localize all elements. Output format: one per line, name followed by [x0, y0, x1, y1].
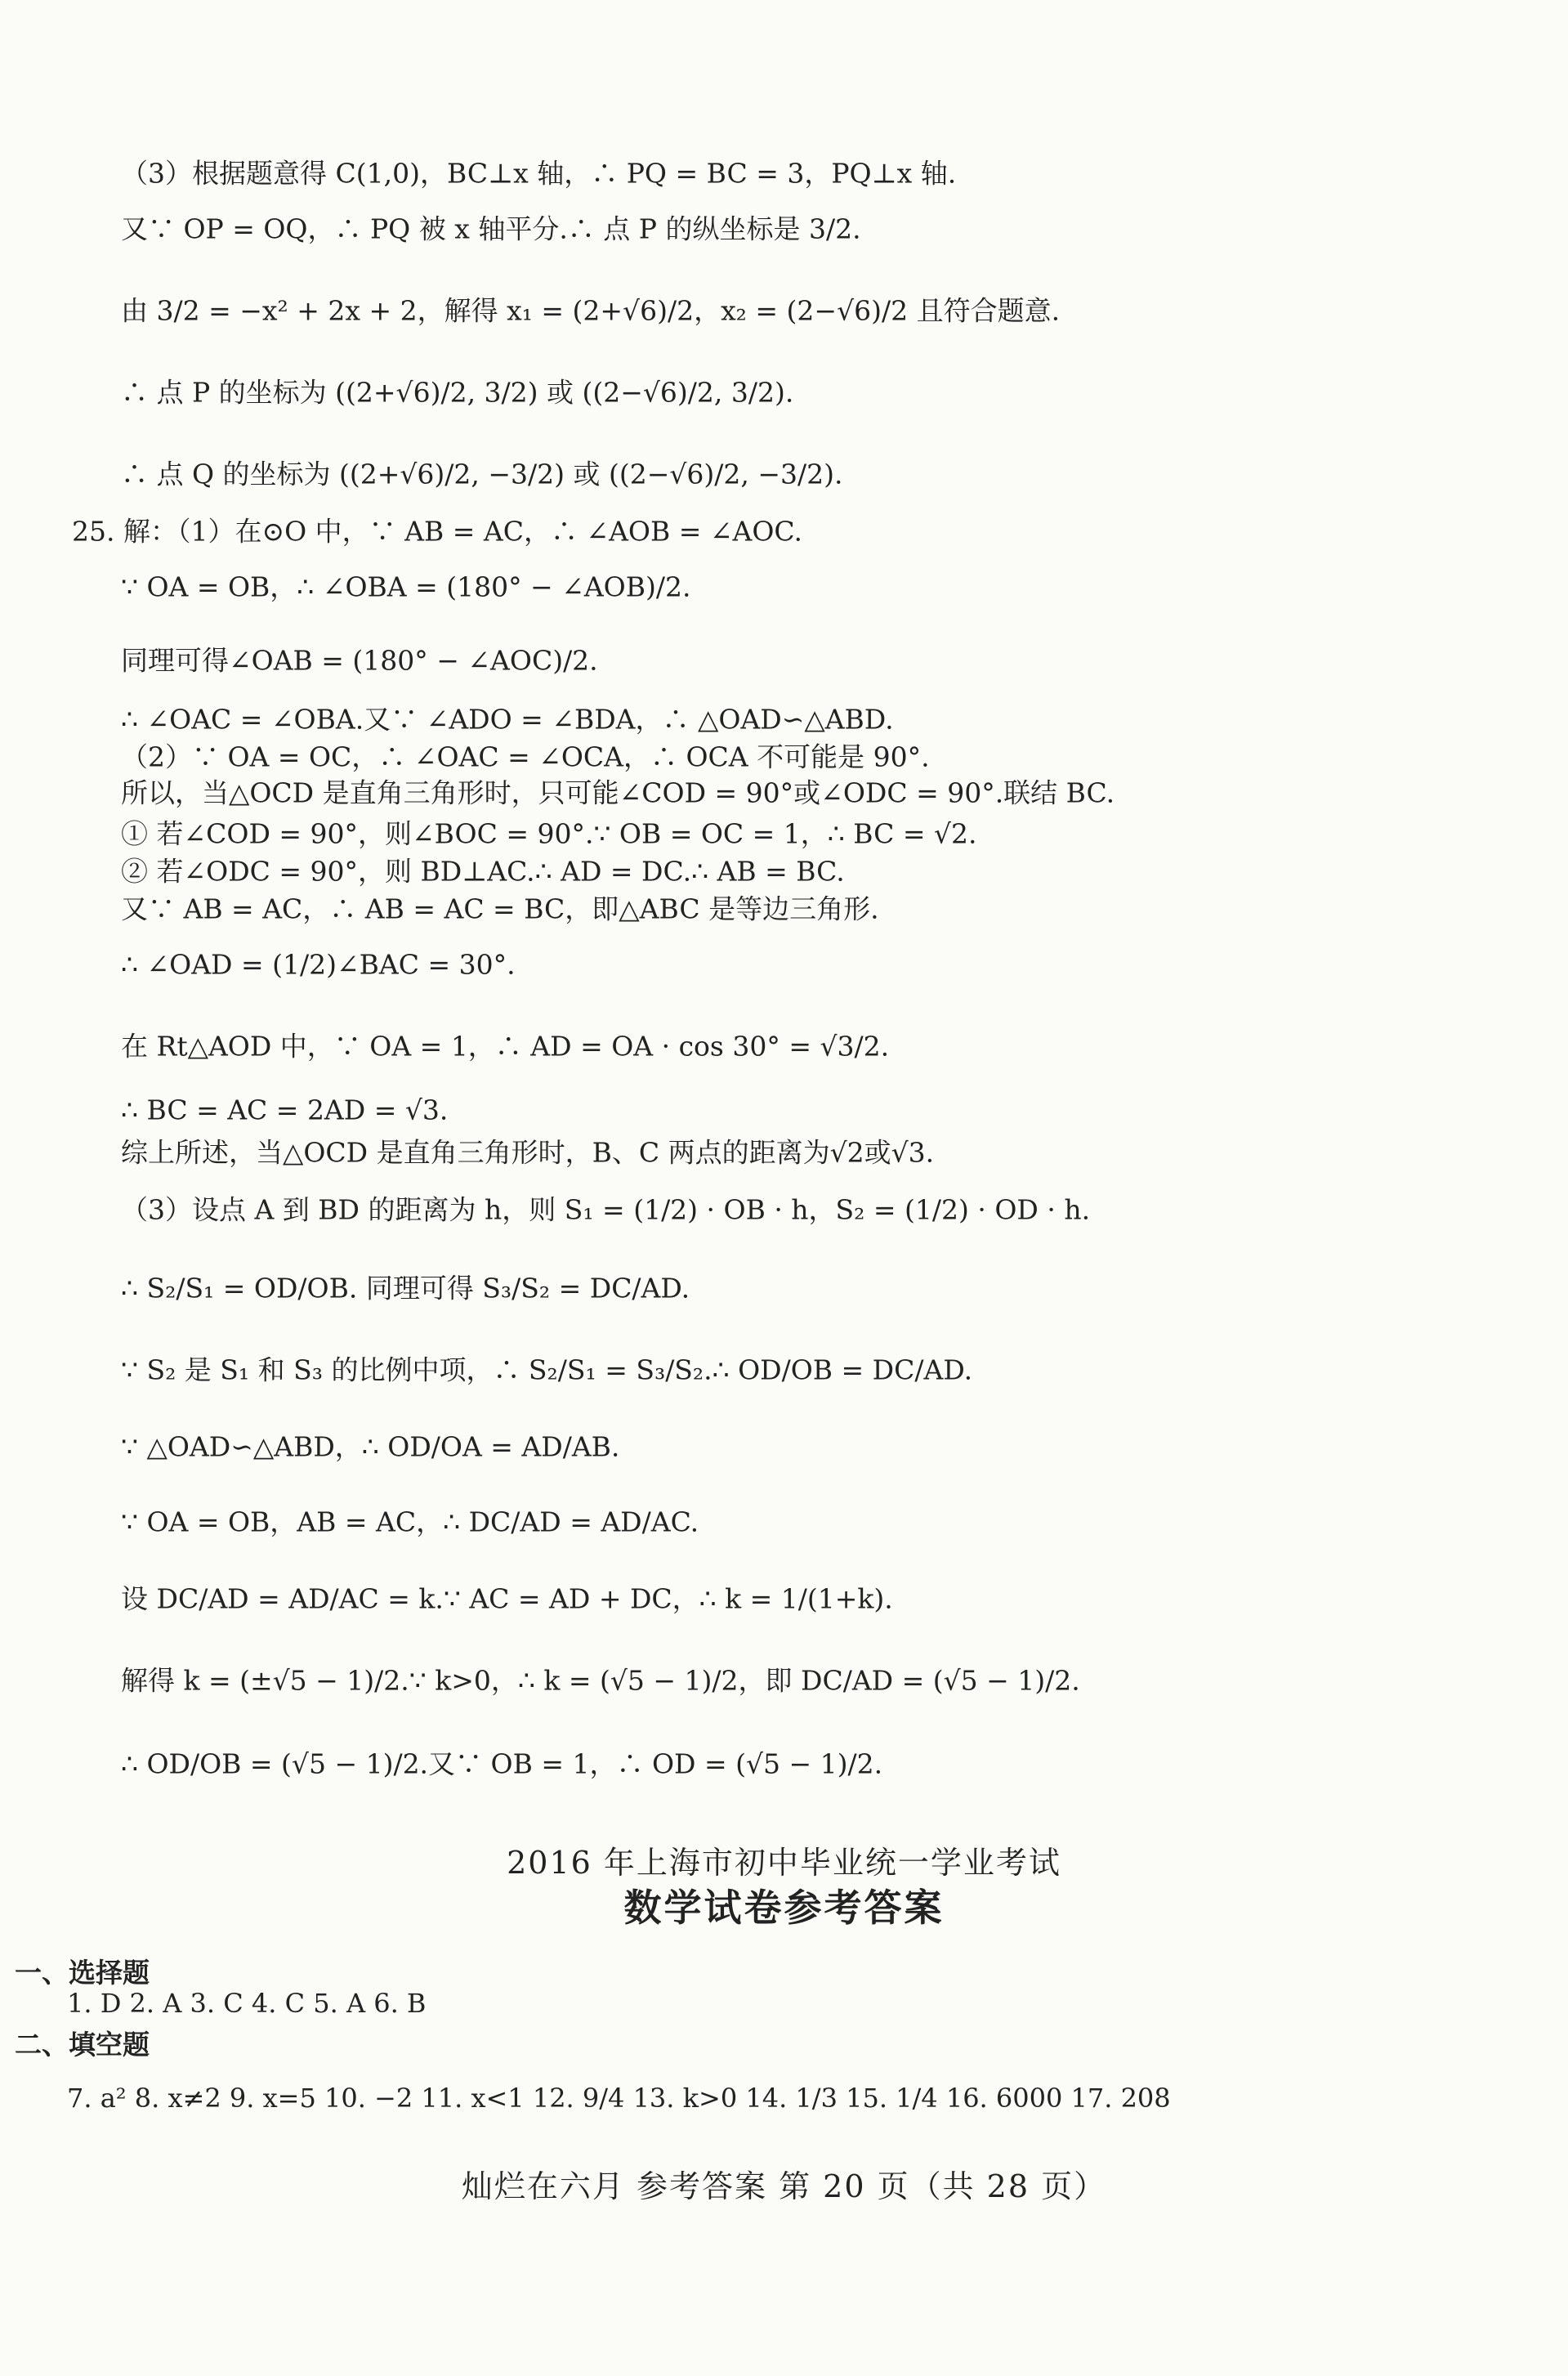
- text-line: ∵ OA = OB，∴ ∠OBA = (180° − ∠AOB)/2.: [121, 571, 691, 603]
- section-title-fill: 二、填空题: [15, 2029, 150, 2061]
- text-line: ∴ ∠OAD = (1/2)∠BAC = 30°.: [121, 948, 516, 981]
- text-line: 设 DC/AD = AD/AC = k.∵ AC = AD + DC，∴ k = 1/(1+k).: [121, 1582, 893, 1615]
- text-line: ∴ 点 Q 的坐标为 ((2+√6)/2, −3/2) 或 ((2−√6)/2, −3/2).: [121, 458, 843, 490]
- text-line: 解得 k = (±√5 − 1)/2.∵ k>0，∴ k = (√5 − 1)/2，即 DC/AD = (√5 − 1)/2.: [121, 1664, 1080, 1697]
- text-line: 同理可得∠OAB = (180° − ∠AOC)/2.: [121, 644, 598, 677]
- answer-key-title: 数学试卷参考答案: [623, 1886, 945, 1930]
- text-line: （3）根据题意得 C(1,0)，BC⊥x 轴，∴ PQ = BC = 3，PQ⊥x 轴.: [121, 157, 957, 190]
- text-line: ② 若∠ODC = 90°，则 BD⊥AC.∴ AD = DC.∴ AB = BC.: [121, 855, 845, 888]
- text-line: ∴ OD/OB = (√5 − 1)/2.又∵ OB = 1，∴ OD = (√5 − 1)/2.: [121, 1747, 883, 1780]
- text-line: ① 若∠COD = 90°，则∠BOC = 90°.∵ OB = OC = 1，∴ BC = √2.: [121, 817, 977, 850]
- text-line: 又∵ AB = AC，∴ AB = AC = BC，即△ABC 是等边三角形.: [121, 893, 879, 925]
- text-line: ∵ △OAD∽△ABD，∴ OD/OA = AD/AB.: [121, 1430, 620, 1463]
- text-line: 所以，当△OCD 是直角三角形时，只可能∠COD = 90°或∠ODC = 90°.联结 BC.: [121, 776, 1115, 809]
- exam-title: 2016 年上海市初中毕业统一学业考试: [507, 1845, 1061, 1881]
- text-line: 又∵ OP = OQ，∴ PQ 被 x 轴平分.∴ 点 P 的纵坐标是 3/2.: [121, 213, 861, 245]
- text-line: （2）∵ OA = OC，∴ ∠OAC = ∠OCA，∴ OCA 不可能是 90°.: [121, 741, 930, 773]
- text-line: ∵ OA = OB，AB = AC，∴ DC/AD = AD/AC.: [121, 1506, 699, 1538]
- choice-answers: 1. D 2. A 3. C 4. C 5. A 6. B: [67, 1988, 427, 2019]
- text-line: （3）设点 A 到 BD 的距离为 h，则 S₁ = (1/2) · OB · h，S₂ = (1/2) · OD · h.: [121, 1193, 1091, 1226]
- question-number-line: 25. 解：（1）在⊙O 中，∵ AB = AC，∴ ∠AOB = ∠AOC.: [72, 515, 802, 548]
- text-line: ∵ S₂ 是 S₁ 和 S₃ 的比例中项，∴ S₂/S₁ = S₃/S₂.∴ OD/OB = DC/AD.: [121, 1354, 973, 1386]
- fill-answers: 7. a² 8. x≠2 9. x=5 10. −2 11. x<1 12. 9/4 13. k>0 14. 1/3 15. 1/4 16. 6000 17. 208: [67, 2083, 1171, 2114]
- text-line: ∴ 点 P 的坐标为 ((2+√6)/2, 3/2) 或 ((2−√6)/2, 3/2).: [121, 376, 794, 409]
- text-line: ∴ S₂/S₁ = OD/OB. 同理可得 S₃/S₂ = DC/AD.: [121, 1272, 690, 1304]
- page-footer: 灿烂在六月 参考答案 第 20 页（共 28 页）: [461, 2168, 1107, 2204]
- text-line: ∴ BC = AC = 2AD = √3.: [121, 1094, 449, 1126]
- section-title-choice: 一、选择题: [15, 1957, 150, 1989]
- text-line: ∴ ∠OAC = ∠OBA.又∵ ∠ADO = ∠BDA，∴ △OAD∽△ABD.: [121, 703, 894, 736]
- text-line: 在 Rt△AOD 中，∵ OA = 1，∴ AD = OA · cos 30° = √3/2.: [121, 1030, 890, 1063]
- text-line: 由 3/2 = −x² + 2x + 2，解得 x₁ = (2+√6)/2，x₂ = (2−√6)/2 且符合题意.: [121, 294, 1061, 327]
- text-line: 综上所述，当△OCD 是直角三角形时，B、C 两点的距离为√2或√3.: [121, 1136, 935, 1169]
